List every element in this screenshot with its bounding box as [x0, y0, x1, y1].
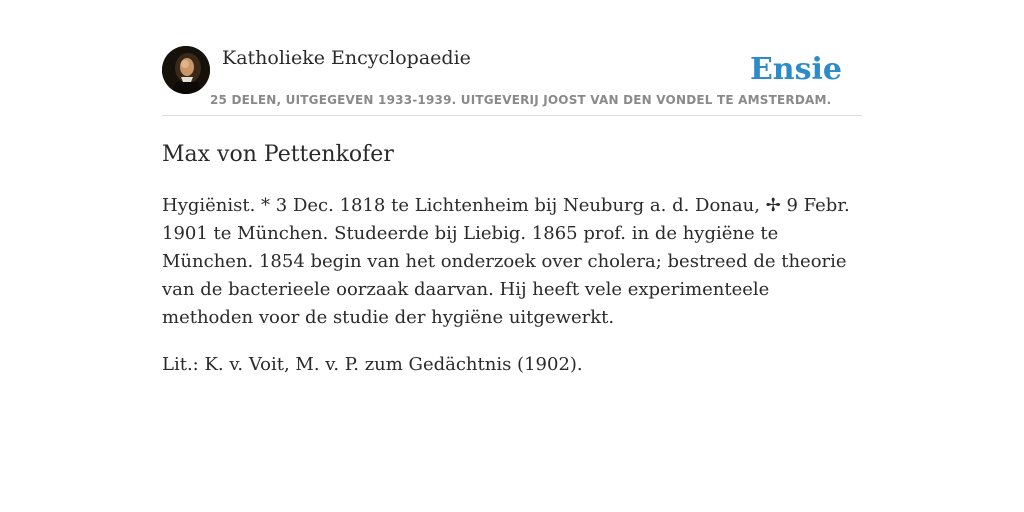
- brand-logo[interactable]: Ensie: [749, 52, 842, 87]
- publication-header: [162, 46, 862, 116]
- article-literature: Lit.: K. v. Voit, M. v. P. zum Gedächtnis (1902).: [162, 354, 583, 375]
- publication-avatar[interactable]: [162, 46, 210, 94]
- portrait-image: [162, 46, 210, 94]
- article-body: [162, 192, 862, 398]
- article-paragraph: Hygiënist. * 3 Dec. 1818 te Lichtenheim bij Neuburg a. d. Donau, ✢ 9 Febr. 1901 te München. Studeerde bij Liebig. 1865 prof. in de hygiëne te München. 1854 begin van het onderzoek over cholera; bestreed de theorie van de bacterieele oorzaak daarvan. Hij heeft vele experimenteele methoden voor de studie der hygiëne uitgewerkt.: [162, 195, 850, 328]
- publication-meta: 25 DELEN, UITGEGEVEN 1933-1939. UITGEVERIJ JOOST VAN DEN VONDEL TE AMSTERDAM.: [210, 93, 832, 107]
- publication-title[interactable]: Katholieke Encyclopaedie: [222, 47, 471, 69]
- article-title: Max von Pettenkofer: [162, 142, 394, 167]
